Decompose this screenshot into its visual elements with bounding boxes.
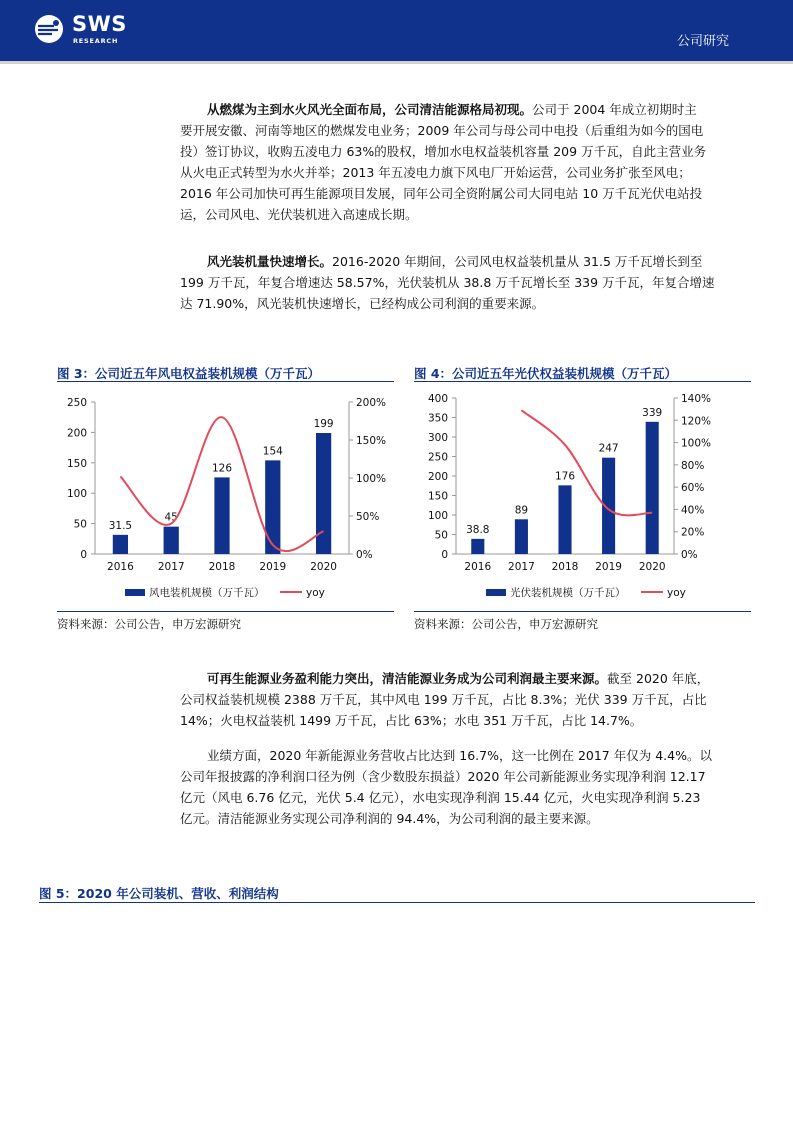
y-right-tick-label: 120% bbox=[681, 415, 712, 428]
y-left-tick-label: 200 bbox=[427, 471, 448, 483]
y-left-tick-label: 0 bbox=[441, 549, 448, 561]
bar-data-label: 154 bbox=[262, 445, 283, 458]
y-left-tick-label: 50 bbox=[73, 518, 87, 531]
paragraph-2 bbox=[180, 251, 740, 314]
bar bbox=[558, 485, 571, 554]
bar-data-label: 126 bbox=[211, 462, 233, 475]
bar bbox=[265, 460, 280, 554]
y-right-tick-label: 40% bbox=[681, 504, 705, 517]
bar-data-label: 31.5 bbox=[108, 519, 133, 532]
figure-4-source: 资料来源：公司公告，申万宏源研究 bbox=[414, 617, 598, 631]
figure-4-chart bbox=[414, 383, 751, 608]
paragraph-3-line: 14%；火电权益装机 1499 万千瓦，占比 63%；水电 351 万千瓦，占比 14.7%。 bbox=[180, 713, 643, 728]
paragraph-3-line: 截至 2020 年底， bbox=[607, 671, 710, 686]
y-right-tick-label: 20% bbox=[681, 526, 705, 539]
logo-text: SWS bbox=[72, 12, 127, 36]
y-right-tick-label: 60% bbox=[681, 482, 705, 495]
y-right-tick-label: 150% bbox=[356, 435, 387, 447]
legend-bar-label: 风电装机规模（万千瓦） bbox=[149, 587, 265, 599]
x-tick-label: 2016 bbox=[107, 561, 134, 573]
sws-logo-mark-icon bbox=[34, 14, 64, 44]
paragraph-1-line: 运，公司风电、光伏装机进入高速成长期。 bbox=[180, 207, 418, 222]
y-left-tick-label: 200 bbox=[66, 427, 87, 440]
paragraph-4 bbox=[180, 745, 740, 829]
y-left-tick-label: 100 bbox=[427, 510, 448, 522]
bar-data-label: 38.8 bbox=[466, 523, 490, 536]
x-tick-label: 2018 bbox=[208, 561, 236, 573]
paragraph-1 bbox=[180, 99, 740, 225]
y-right-tick-label: 0% bbox=[356, 549, 373, 561]
figure-3-source: 资料来源：公司公告，申万宏源研究 bbox=[57, 617, 241, 631]
figure-4-title: 图 4：公司近五年光伏权益装机规模（万千瓦） bbox=[414, 366, 678, 381]
paragraph-3 bbox=[180, 668, 740, 731]
figure-3-rule bbox=[57, 381, 394, 382]
paragraph-2-line: 达 71.90%，风光装机快速增长，已经构成公司利润的重要来源。 bbox=[180, 296, 545, 311]
y-right-tick-label: 80% bbox=[681, 459, 705, 472]
y-right-tick-label: 100% bbox=[681, 437, 712, 450]
figure-5-rule bbox=[39, 902, 755, 903]
paragraph-1-line: 投）签订协议，收购五凌电力 63%的股权，增加水电权益装机容量 209 万千瓦，自此主营业务 bbox=[180, 144, 707, 159]
x-tick-label: 2020 bbox=[310, 561, 337, 573]
x-tick-label: 2016 bbox=[464, 561, 492, 573]
paragraph-1-line: 从火电正式转型为水火并举；2013 年五凌电力旗下风电厂开始运营，公司业务扩张至风电； bbox=[180, 165, 691, 180]
y-right-tick-label: 200% bbox=[356, 397, 387, 409]
paragraph-1-line: 要开展安徽、河南等地区的燃煤发电业务；2009 年公司与母公司中电投（后重组为如今的国电 bbox=[180, 123, 704, 138]
figure-3-bottom-rule bbox=[57, 611, 394, 612]
paragraph-4-line: 业绩方面，2020 年新能源业务营收占比达到 16.7%，这一比例在 2017 年仅为 4.4%。以 bbox=[207, 748, 712, 763]
bar-data-label: 247 bbox=[598, 442, 619, 455]
figure-4-rule bbox=[414, 381, 751, 382]
y-left-tick-label: 0 bbox=[80, 549, 87, 561]
paragraph-2-line: 199 万千瓦，年复合增速达 58.57%，光伏装机从 38.8 万千瓦增长至 339 万千瓦，年复合增速 bbox=[180, 275, 715, 290]
logo-subtext: RESEARCH bbox=[73, 37, 119, 45]
page-header bbox=[0, 0, 793, 61]
y-left-tick-label: 50 bbox=[434, 529, 448, 542]
y-right-tick-label: 100% bbox=[356, 473, 387, 485]
header-divider bbox=[0, 61, 793, 64]
y-right-tick-label: 0% bbox=[681, 549, 698, 561]
sws-logo bbox=[22, 10, 132, 50]
x-tick-label: 2019 bbox=[595, 561, 622, 573]
bar bbox=[113, 535, 128, 554]
paragraph-2-line: 2016-2020 年期间，公司风电权益装机量从 31.5 万千瓦增长到至 bbox=[332, 254, 703, 269]
legend-line-label: yoy bbox=[667, 587, 686, 599]
bar bbox=[214, 477, 229, 554]
legend-bar-swatch bbox=[125, 589, 145, 596]
figure-5-title: 图 5：2020 年公司装机、营收、利润结构 bbox=[39, 886, 279, 901]
paragraph-1-lead: 从燃煤为主到水火风光全面布局，公司清洁能源格局初现。 bbox=[207, 102, 533, 117]
paragraph-2-lead: 风光装机量快速增长。 bbox=[207, 254, 333, 269]
bar bbox=[515, 519, 528, 554]
legend-bar-label: 光伏装机规模（万千瓦） bbox=[510, 587, 626, 599]
y-left-tick-label: 300 bbox=[427, 432, 448, 444]
y-right-tick-label: 50% bbox=[356, 511, 380, 523]
y-left-tick-label: 350 bbox=[427, 412, 448, 425]
x-tick-label: 2018 bbox=[551, 561, 579, 573]
x-tick-label: 2019 bbox=[259, 561, 287, 573]
paragraph-1-line: 公司于 2004 年成立初期时主 bbox=[532, 102, 697, 117]
bar bbox=[646, 422, 659, 554]
y-left-tick-label: 250 bbox=[427, 451, 448, 464]
paragraph-3-line: 公司权益装机规模 2388 万千瓦，其中风电 199 万千瓦，占比 8.3%；光伏 339 万千瓦，占比 bbox=[180, 692, 707, 707]
paragraph-4-line: 亿元（风电 6.76 亿元，光伏 5.4 亿元），水电实现净利润 15.44 亿元，火电实现净利润 5.23 bbox=[180, 790, 701, 805]
x-tick-label: 2017 bbox=[157, 561, 185, 573]
bar bbox=[471, 539, 484, 554]
legend-bar-swatch bbox=[486, 589, 506, 596]
bar bbox=[164, 527, 179, 554]
x-tick-label: 2020 bbox=[638, 561, 666, 573]
yoy-line bbox=[521, 410, 652, 515]
x-tick-label: 2017 bbox=[508, 561, 535, 573]
y-left-tick-label: 150 bbox=[427, 490, 448, 503]
bar-data-label: 199 bbox=[313, 418, 334, 431]
figure-3-chart bbox=[57, 383, 394, 608]
bar-data-label: 176 bbox=[554, 470, 576, 483]
figure-4-bottom-rule bbox=[414, 611, 751, 612]
figure-3-title: 图 3：公司近五年风电权益装机规模（万千瓦） bbox=[57, 366, 321, 381]
y-left-tick-label: 150 bbox=[66, 457, 87, 470]
bar-data-label: 89 bbox=[514, 504, 529, 517]
y-left-tick-label: 100 bbox=[66, 488, 87, 501]
paragraph-1-line: 2016 年公司加快可再生能源项目发展，同年公司全资附属公司大同电站 10 万千瓦光伏电站投 bbox=[180, 186, 703, 201]
paragraph-3-lead: 可再生能源业务盈利能力突出，清洁能源业务成为公司利润最主要来源。 bbox=[207, 671, 608, 686]
paragraph-4-line: 亿元。清洁能源业务实现公司净利润的 94.4%，为公司利润的最主要来源。 bbox=[180, 811, 599, 826]
paragraph-4-line: 公司年报披露的净利润口径为例（含少数股东损益）2020 年公司新能源业务实现净利润 12.17 bbox=[180, 769, 706, 784]
bar-data-label: 339 bbox=[642, 406, 663, 419]
section-label: 公司研究 bbox=[676, 34, 729, 49]
y-left-tick-label: 250 bbox=[66, 397, 87, 409]
y-right-tick-label: 140% bbox=[681, 393, 712, 405]
legend-line-label: yoy bbox=[306, 587, 325, 599]
y-left-tick-label: 400 bbox=[427, 393, 448, 405]
bar bbox=[316, 433, 331, 554]
bar-data-label: 45 bbox=[164, 511, 178, 524]
